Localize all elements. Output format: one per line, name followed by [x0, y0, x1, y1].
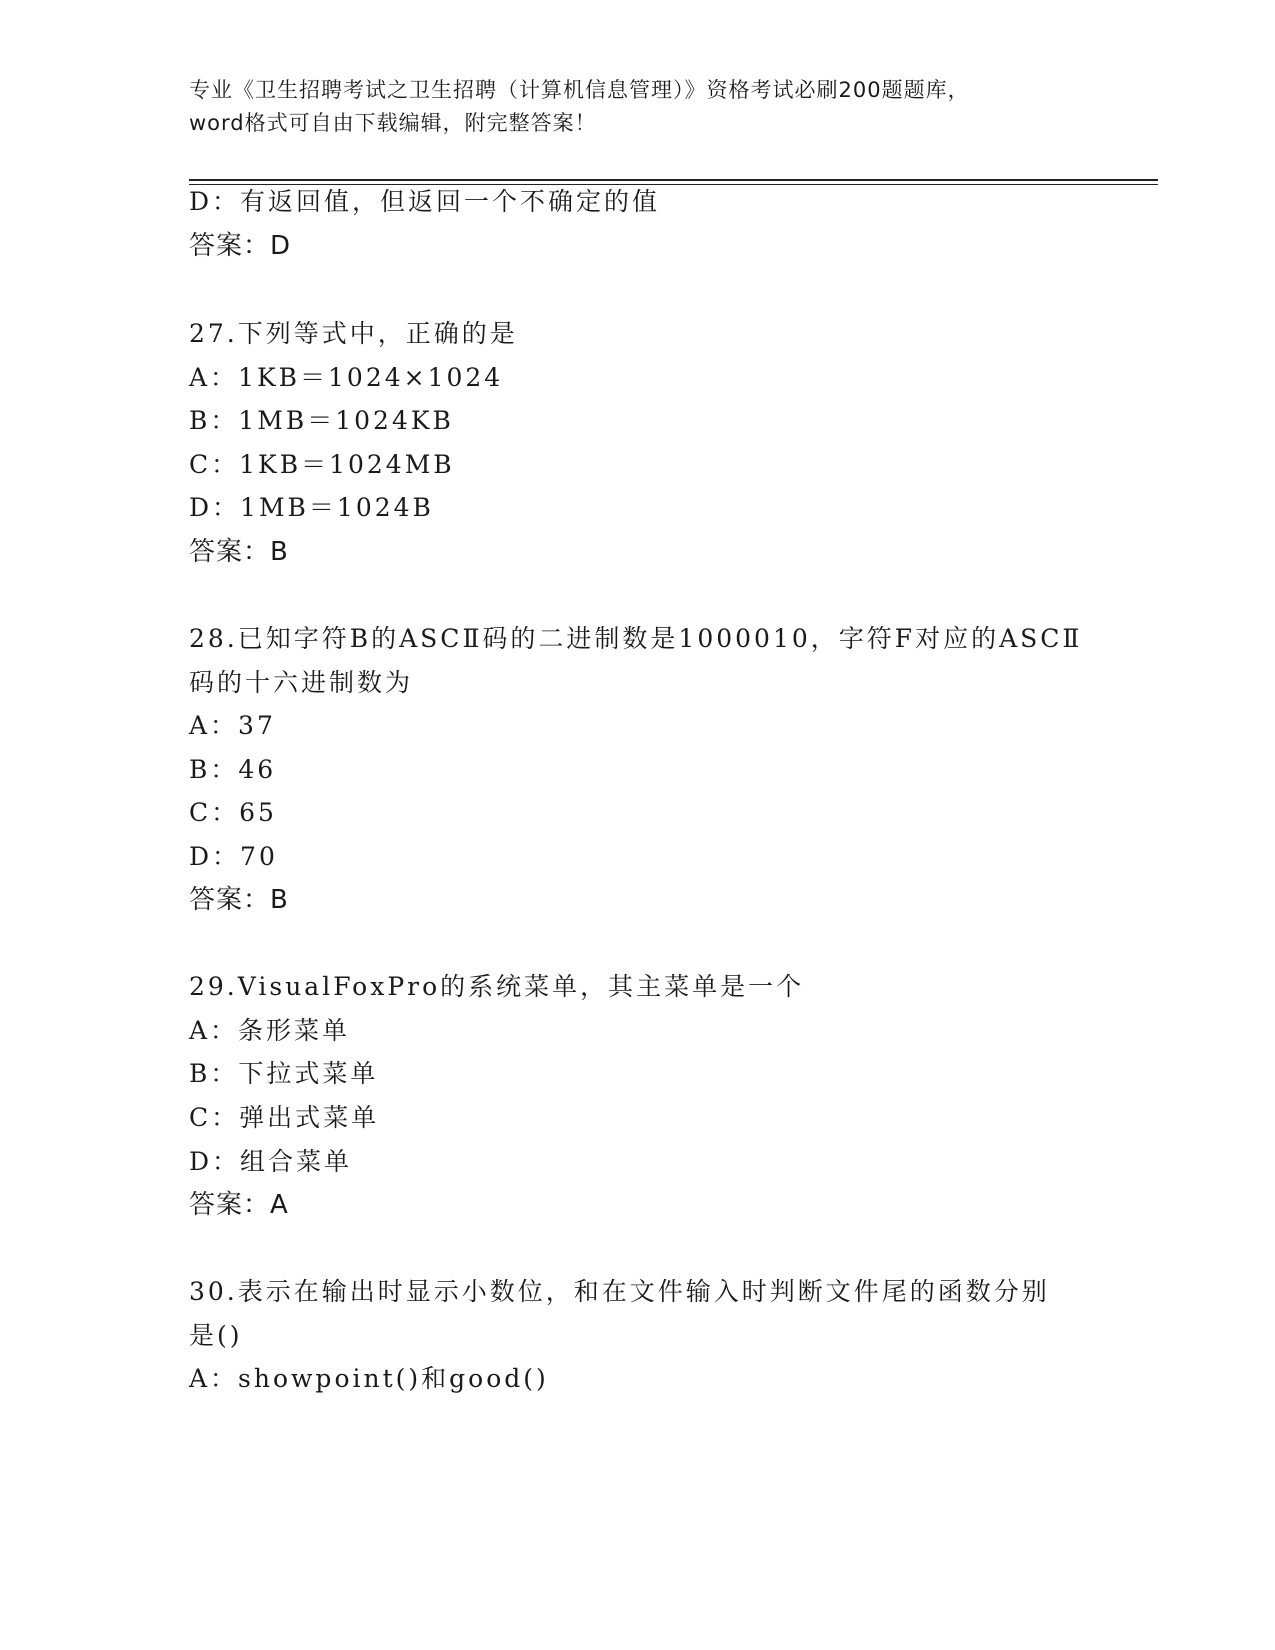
- q28-option-b: B：46: [189, 755, 277, 784]
- q28-option-d: D：70: [189, 842, 278, 871]
- q27-stem: 27.下列等式中，正确的是: [189, 319, 518, 348]
- q29-option-a: A：条形菜单: [189, 1016, 351, 1045]
- header-title-line-2: word格式可自由下载编辑，附完整答案！: [189, 111, 597, 135]
- q30-option-a: A：showpoint()和good(): [189, 1364, 549, 1393]
- q30-stem-line-1: 30.表示在输出时显示小数位，和在文件输入时判断文件尾的函数分别: [189, 1277, 1050, 1306]
- q28-stem-line-1: 28.已知字符B的ASCⅡ码的二进制数是1000010，字符F对应的ASCⅡ: [189, 624, 1083, 653]
- q28-option-c: C：65: [189, 798, 277, 827]
- q27-option-b: B：1MB＝1024KB: [189, 406, 454, 435]
- q26-answer: 答案：D: [189, 231, 292, 261]
- header-title-line-1: 专业《卫生招聘考试之卫生招聘（计算机信息管理）》资格考试必刷200题题库，: [189, 78, 970, 102]
- q28-answer: 答案：B: [189, 885, 289, 915]
- q30-stem-line-2: 是(): [189, 1321, 243, 1350]
- q29-stem: 29.VisualFoxPro的系统菜单，其主菜单是一个: [189, 972, 805, 1001]
- q28-option-a: A：37: [189, 711, 276, 740]
- header-divider-thick: [189, 179, 1158, 181]
- q27-answer: 答案：B: [189, 537, 289, 567]
- q29-answer: 答案：A: [189, 1190, 289, 1220]
- header-divider-thin: [189, 184, 1158, 185]
- document-header: [189, 74, 1089, 140]
- q29-option-b: B：下拉式菜单: [189, 1059, 379, 1088]
- q29-option-c: C：弹出式菜单: [189, 1103, 380, 1132]
- q27-option-a: A：1KB＝1024×1024: [189, 363, 504, 392]
- q29-option-d: D：组合菜单: [189, 1147, 353, 1176]
- q27-option-d: D：1MB＝1024B: [189, 493, 434, 522]
- q26-option-d: D：有返回值，但返回一个不确定的值: [189, 187, 661, 216]
- q28-stem-line-2: 码的十六进制数为: [189, 668, 414, 697]
- q27-option-c: C：1KB＝1024MB: [189, 450, 455, 479]
